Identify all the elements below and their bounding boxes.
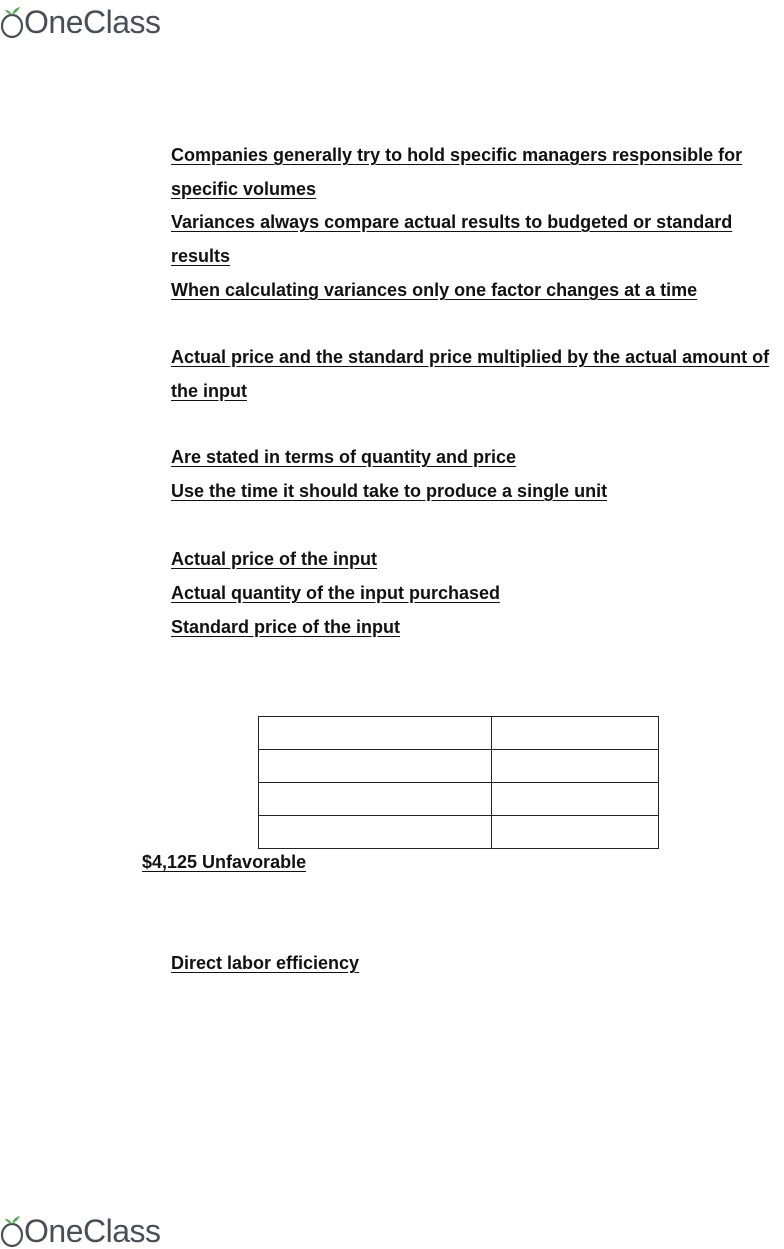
table-cell [492,816,659,849]
answer-4: Actual price and the standard price multiplied by the actual amount of the input [171,347,770,401]
answer-6: Use the time it should take to produce a single unit [171,481,608,501]
answer-9: Standard price of the input [171,617,401,637]
table-row [259,816,659,849]
table-cell [259,816,492,849]
answer-8: Actual quantity of the input purchased [171,583,501,603]
answer-1: Companies generally try to hold specific managers responsible for specific volumes [171,145,743,199]
answer-11: Direct labor efficiency [171,953,360,973]
table-cell [492,717,659,750]
answer-5: Are stated in terms of quantity and price [171,447,517,467]
answer-2: Variances always compare actual results to budgeted or standard results [171,212,733,266]
table-row [259,717,659,750]
table-cell [492,750,659,783]
answer-3: When calculating variances only one factor changes at a time [171,280,698,300]
logo-text: OneClass [24,4,161,40]
table-cell [259,717,492,750]
oneclass-logo-bottom [0,1209,161,1249]
table-cell [259,783,492,816]
table-cell [259,750,492,783]
answer-table [258,716,659,849]
logo-text: OneClass [24,1213,161,1249]
table-row [259,783,659,816]
oneclass-logo-top [0,0,161,40]
table-row [259,750,659,783]
answer-10: $4,125 Unfavorable [142,852,307,872]
table-cell [492,783,659,816]
answer-7: Actual price of the input [171,549,378,569]
apple-leaf-icon [0,1213,24,1249]
apple-leaf-icon [0,4,24,40]
